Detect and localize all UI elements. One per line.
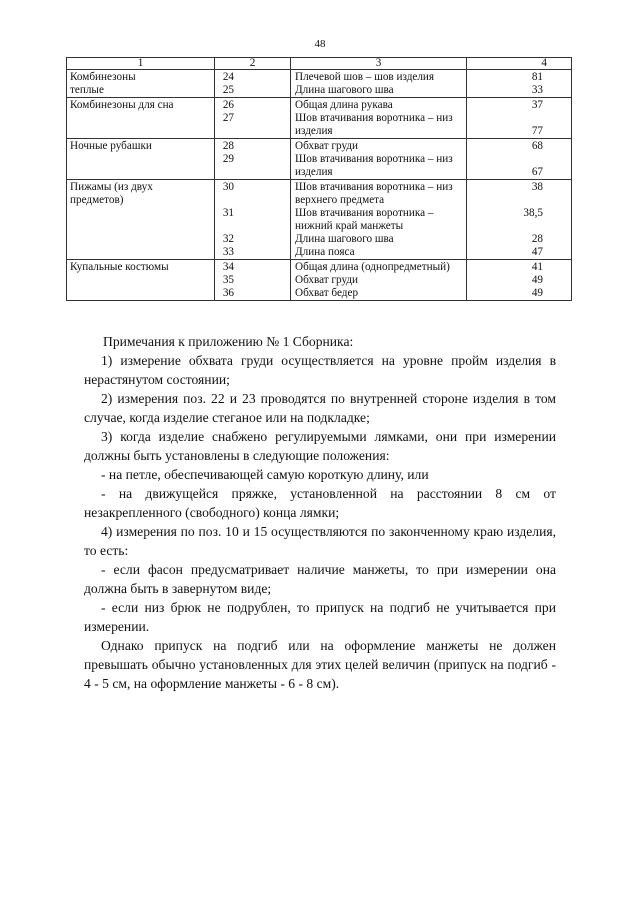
note-item: 3) когда изделие снабжено регулируемыми лямками, они при измерении должны быть установлены в следующие положения: (84, 429, 556, 463)
position-number: 33 (222, 246, 234, 258)
column-header: 1 (67, 58, 215, 70)
measurement-value: 47 (531, 246, 543, 258)
product-name: Комбинезоны для сна (70, 99, 174, 111)
measurement-name: изделия (295, 166, 333, 178)
note-item: Однако припуск на подгиб или на оформление манжеты не должен превышать обычно установленных для этих целей величин (припуск на подгиб - 4 - 5 см, на оформление манжеты - 6 - 8 см). (84, 638, 556, 691)
note-item: - на петле, обеспечивающей самую короткую длину, или (101, 467, 429, 482)
table-row (67, 260, 572, 301)
position-number-cell (215, 70, 291, 98)
table-row (67, 70, 572, 98)
value-cell (467, 70, 572, 98)
product-name: Купальные костюмы (70, 261, 169, 273)
position-number: 24 (222, 71, 234, 83)
position-number-cell (215, 180, 291, 260)
position-number-cell (215, 139, 291, 180)
table-header-row (67, 58, 572, 70)
measurement-value: 33 (531, 84, 543, 96)
measurements-table (66, 57, 572, 301)
product-cell (67, 70, 215, 98)
measurement-cell (291, 98, 467, 139)
product-cell (67, 260, 215, 301)
measurement-value: 49 (531, 274, 543, 286)
measurement-name: Плечевой шов – шов изделия (295, 71, 435, 83)
table-row (67, 180, 572, 260)
measurement-value: 38 (531, 181, 543, 193)
product-cell (67, 98, 215, 139)
value-cell (467, 260, 572, 301)
measurement-value: 28 (531, 233, 543, 245)
product-name: Пижамы (из двух (70, 181, 153, 193)
measurement-name: Обхват бедер (295, 287, 359, 299)
measurement-name: Общая длина (однопредметный) (295, 261, 450, 273)
note-item: - на движущейся пряжке, установленной на расстоянии 8 см от незакрепленного (свободного) конца лямки; (84, 486, 556, 520)
position-number: 28 (222, 140, 234, 152)
measurement-name: Обхват груди (295, 140, 359, 152)
measurement-value: 81 (531, 71, 543, 83)
measurement-name: изделия (295, 125, 333, 137)
table-row (67, 98, 572, 139)
position-number-cell (215, 98, 291, 139)
position-number: 27 (222, 112, 234, 124)
measurement-name: Длина шагового шва (295, 84, 394, 96)
measurement-value: 41 (531, 261, 543, 273)
product-name: теплые (70, 84, 104, 96)
measurement-value: 68 (531, 140, 543, 152)
note-item: 4) измерения по поз. 10 и 15 осуществляются по законченному краю изделия, то есть: (84, 524, 556, 558)
measurement-cell (291, 180, 467, 260)
position-number-cell (215, 260, 291, 301)
position-number: 26 (222, 99, 234, 111)
measurement-name: Общая длина рукава (295, 99, 393, 111)
measurement-cell (291, 139, 467, 180)
table-row (67, 139, 572, 180)
measurement-value: 77 (531, 125, 543, 137)
column-header: 3 (291, 58, 467, 70)
note-item: - если низ брюк не подрублен, то припуск на подгиб не учитывается при измерении. (84, 600, 556, 634)
position-number: 36 (222, 287, 234, 299)
product-cell (67, 180, 215, 260)
position-number: 34 (222, 261, 234, 273)
product-cell (67, 139, 215, 180)
measurement-name: Шов втачивания воротника – низ (295, 112, 453, 124)
note-item: - если фасон предусматривает наличие манжеты, то при измерении она должна быть в завернутом виде; (84, 562, 556, 596)
position-number: 31 (222, 207, 234, 219)
measurement-name: нижний край манжеты (295, 220, 404, 232)
note-item: 1) измерение обхвата груди осуществляется на уровне пройм изделия в нерастянутом состоянии; (84, 353, 556, 387)
note-item: 2) измерения поз. 22 и 23 проводятся по внутренней стороне изделия в том случае, когда изделие стеганое или на подкладке; (84, 391, 556, 425)
measurement-value: 37 (531, 99, 543, 111)
measurement-value: 49 (531, 287, 543, 299)
position-number: 25 (222, 84, 234, 96)
measurement-name: Длина шагового шва (295, 233, 394, 245)
position-number: 29 (222, 153, 234, 165)
measurement-value: 38,5 (523, 207, 543, 219)
value-cell (467, 98, 572, 139)
notes-title: Примечания к приложению № 1 Сборника: (103, 334, 354, 349)
measurement-cell (291, 260, 467, 301)
measurement-name: Обхват груди (295, 274, 359, 286)
value-cell (467, 180, 572, 260)
measurement-cell (291, 70, 467, 98)
notes-section (84, 332, 556, 693)
measurement-name: Длина пояса (295, 246, 355, 258)
measurement-name: верхнего предмета (295, 194, 385, 206)
column-header: 2 (215, 58, 291, 70)
position-number: 32 (222, 233, 234, 245)
measurement-name: Шов втачивания воротника – (295, 207, 434, 219)
measurement-name: Шов втачивания воротника – низ (295, 181, 453, 193)
measurement-value: 67 (531, 166, 543, 178)
product-name: предметов) (70, 194, 124, 206)
column-header: 4 (467, 58, 572, 70)
measurement-name: Шов втачивания воротника – низ (295, 153, 453, 165)
position-number: 30 (222, 181, 234, 193)
page-number: 48 (314, 38, 326, 50)
position-number: 35 (222, 274, 234, 286)
product-name: Ночные рубашки (70, 140, 152, 152)
product-name: Комбинезоны (70, 71, 136, 83)
value-cell (467, 139, 572, 180)
